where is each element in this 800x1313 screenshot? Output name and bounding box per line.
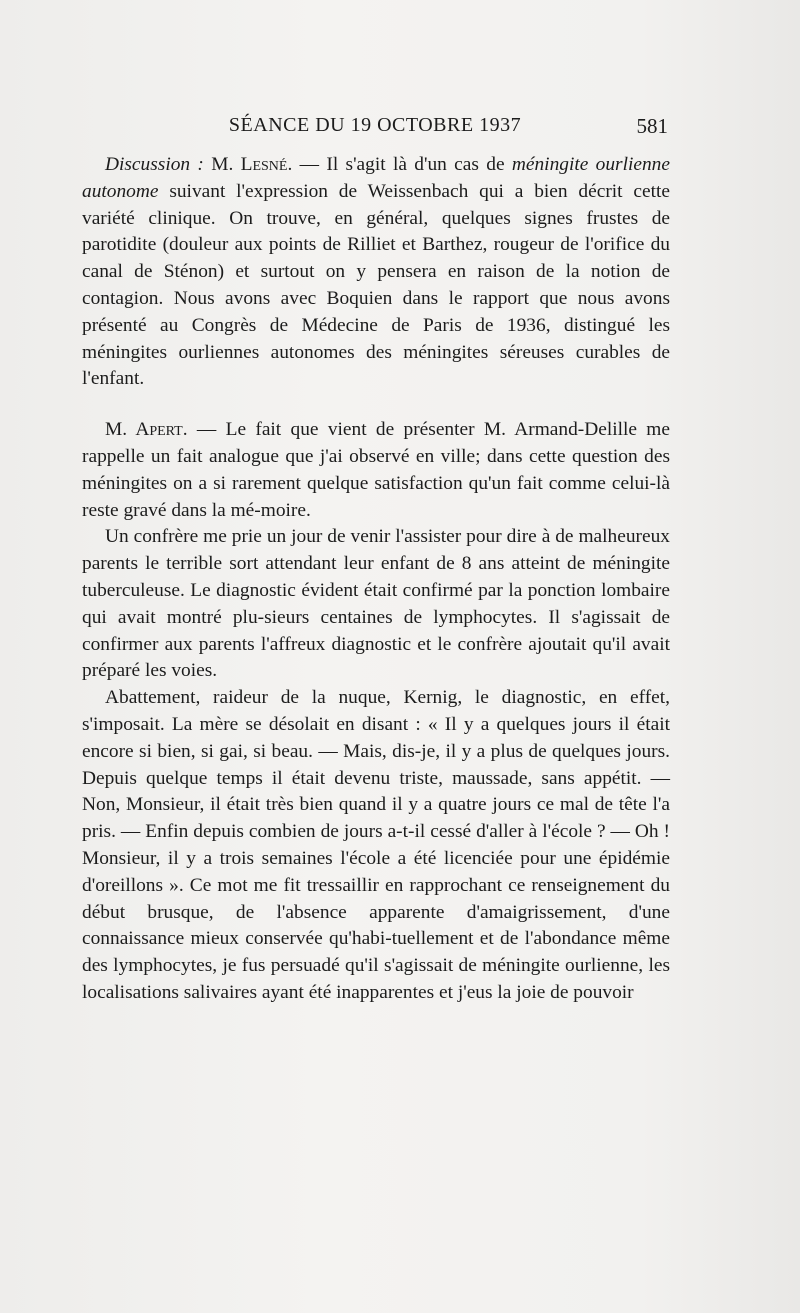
running-title: SÉANCE DU 19 OCTOBRE 1937 [228, 114, 522, 136]
discussion-label: Discussion : [105, 154, 204, 175]
page-header [82, 114, 668, 144]
italic-term: méningite ourlienne autonome [82, 154, 670, 202]
paragraph-abattement [82, 685, 670, 1007]
paragraph-text: — Il s'agit là d'un cas de [292, 154, 512, 175]
body-text [82, 152, 670, 1007]
speaker-lesne: M. Lesné. [211, 154, 293, 175]
paragraph-text: suivant l'expression de Weissenbach qui a bien décrit cette variété clinique. On trouve, en général, quelques signes frustes de parotidite (douleur aux points de Rilliet et Barthez, rougeur de l'orifice du canal de Sténon) et surtout on y pensera en raison de la notion de contagion. Nous avons avec Boquien dans le rapport que nous avons présenté au Congrès de Médecine de Paris de 1936, distingué les méningites ourliennes autonomes des méningites séreuses curables de l'enfant. [82, 180, 670, 390]
paragraph-text: — Le fait que vient de présenter M. Armand-Delille me rappelle un fait analogue que j'ai observé en ville; dans cette question des méningites on a si rarement quelque satisfaction qu'un fait comme celui-là reste gravé dans la mé-moire. [82, 419, 670, 521]
paragraph-lesne [82, 152, 670, 393]
paragraph-text: Un confrère me prie un jour de venir l'assister pour dire à de malheureux parents le terrible sort attendant leur enfant de 8 ans atteint de méningite tuberculeuse. Le diagnostic évident était confirmé par la ponction lombaire qui avait montré plu-sieurs centaines de lymphocytes. Il s'agissait de confirmer aux parents l'affreux diagnostic et le confrère ajoutait qu'il avait préparé les voies. [82, 526, 670, 682]
paragraph-text: Abattement, raideur de la nuque, Kernig, le diagnostic, en effet, s'imposait. La mère se désolait en disant : « Il y a quelques jours il était encore si bien, si gai, si beau. — Mais, dis-je, il y a plus de quelques jours. Depuis quelque temps il était devenu triste, maussade, sans appétit. — Non, Monsieur, il était très bien quand il y a quatre jours ce mal de tête l'a pris. — Enfin depuis combien de jours a-t-il cessé d'aller à l'école ? — Oh ! Monsieur, il y a trois semaines l'école a été licenciée pour une épidémie d'oreillons ». Ce mot me fit tressaillir en rapprochant ce renseignement du début brusque, de l'absence apparente d'amaigrissement, d'une connaissance mieux conservée qu'habi-tuellement et de l'abondance même des lymphocytes, je fus persuadé qu'il s'agissait de méningite ourlienne, les localisations salivaires ayant été inapparentes et j'eus la joie de pouvoir [82, 687, 670, 1003]
speaker-apert: M. Apert. [105, 419, 188, 441]
paragraph-confrere [82, 524, 670, 685]
paragraph-apert [82, 417, 670, 524]
page-number: 581 [636, 114, 668, 138]
